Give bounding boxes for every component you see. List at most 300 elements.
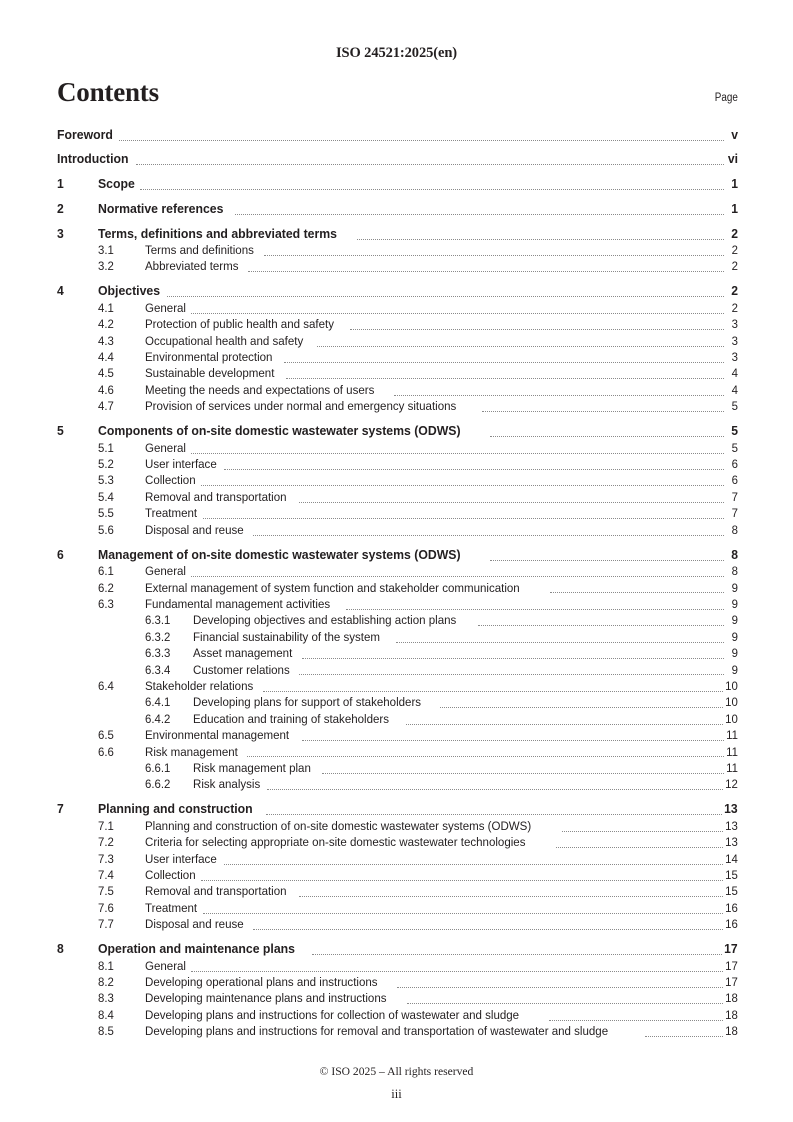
toc-entry[interactable] bbox=[57, 333, 738, 349]
toc-entry-page-number: 8 bbox=[731, 522, 738, 537]
toc-entry-page-number: 15 bbox=[725, 868, 738, 882]
toc-dot-leader bbox=[224, 469, 724, 470]
toc-entry-page-number: 17 bbox=[724, 941, 738, 957]
contents-title-row bbox=[57, 79, 738, 106]
toc-dot-leader bbox=[490, 436, 724, 437]
toc-dot-leader bbox=[167, 296, 724, 297]
toc-dot-leader bbox=[299, 502, 724, 503]
toc-entry-page-number: 10 bbox=[725, 711, 738, 726]
toc-entry-label: Environmental management bbox=[145, 728, 290, 743]
toc-entry[interactable] bbox=[57, 801, 738, 817]
toc-entry-label: External management of system function and stakeholder communication bbox=[145, 580, 520, 595]
toc-entry-page-number: 6 bbox=[731, 457, 738, 472]
toc-dot-leader bbox=[357, 239, 724, 240]
toc-entry-page-number: 17 bbox=[725, 975, 738, 990]
toc-entry-page-number: 11 bbox=[726, 744, 738, 759]
toc-entry-number: 5.6 bbox=[98, 522, 114, 537]
toc-entry[interactable] bbox=[57, 382, 738, 398]
toc-dot-leader bbox=[317, 346, 724, 347]
toc-entry-number: 3.1 bbox=[98, 243, 114, 257]
toc-entry-page-number: 15 bbox=[725, 884, 738, 899]
toc-entry-body bbox=[145, 349, 738, 365]
toc-entry[interactable] bbox=[57, 678, 738, 694]
toc-entry-number: 6.4.1 bbox=[145, 695, 171, 710]
toc-dot-leader bbox=[253, 535, 724, 536]
toc-entry-label: Planning and construction of on-site domestic wastewater systems (ODWS) bbox=[145, 818, 532, 833]
toc-entry-body bbox=[145, 316, 738, 332]
toc-entry-label: Asset management bbox=[193, 646, 293, 661]
toc-entry[interactable] bbox=[57, 694, 738, 710]
toc-entry-label: Foreword bbox=[57, 127, 113, 142]
toc-entry-body bbox=[193, 629, 738, 645]
toc-entry[interactable] bbox=[57, 349, 738, 365]
toc-entry[interactable] bbox=[57, 916, 738, 932]
toc-entry-label: Developing objectives and establishing action plans bbox=[193, 613, 457, 628]
toc-entry-number: 3 bbox=[57, 225, 64, 241]
toc-entry-page-number: 16 bbox=[725, 900, 738, 915]
toc-entry-number: 1 bbox=[57, 175, 64, 191]
toc-entry[interactable] bbox=[57, 645, 738, 661]
toc-entry[interactable] bbox=[57, 505, 738, 521]
toc-entry-label: Removal and transportation bbox=[145, 884, 287, 899]
toc-entry[interactable] bbox=[57, 283, 738, 299]
toc-entry[interactable] bbox=[57, 201, 738, 217]
toc-entry[interactable] bbox=[57, 563, 738, 579]
toc-entry-number: 6.3.3 bbox=[145, 646, 171, 661]
toc-entry-page-number: 8 bbox=[731, 546, 738, 562]
toc-entry[interactable] bbox=[57, 883, 738, 899]
toc-entry-body bbox=[145, 522, 738, 538]
toc-entry-page-number: 12 bbox=[725, 777, 738, 792]
toc-entry-number: 6.1 bbox=[98, 564, 114, 579]
toc-entry-label: Provision of services under normal and emergency situations bbox=[145, 399, 457, 414]
toc-dot-leader bbox=[286, 378, 724, 379]
toc-entry-number: 6.3.1 bbox=[145, 613, 171, 628]
toc-entry-number: 5.5 bbox=[98, 506, 114, 521]
toc-entry-page-number: 2 bbox=[731, 259, 738, 274]
toc-entry-label: Developing plans and instructions for collection of wastewater and sludge bbox=[145, 1007, 520, 1022]
toc-entry[interactable] bbox=[57, 226, 738, 242]
toc-dot-leader bbox=[440, 707, 723, 708]
toc-entry-number: 7.7 bbox=[98, 917, 114, 932]
toc-entry-body bbox=[145, 596, 738, 612]
toc-dot-leader bbox=[191, 313, 724, 314]
toc-dot-leader bbox=[478, 625, 724, 626]
footer-copyright: © ISO 2025 – All rights reserved bbox=[319, 1065, 474, 1078]
running-header: ISO 24521:2025(en) bbox=[335, 45, 458, 61]
toc-dot-leader bbox=[203, 518, 724, 519]
toc-entry-number: 4.6 bbox=[98, 382, 114, 397]
toc-entry[interactable] bbox=[57, 744, 738, 760]
toc-entry[interactable] bbox=[57, 242, 738, 258]
toc-entry-body bbox=[57, 127, 738, 143]
toc-entry-page-number: 5 bbox=[731, 399, 738, 414]
toc-entry-page-number: 3 bbox=[731, 317, 738, 332]
toc-entry-number: 6.3.4 bbox=[145, 662, 171, 677]
toc-entry-body bbox=[145, 398, 738, 414]
toc-entry-page-number: 14 bbox=[725, 851, 738, 866]
toc-entry-number: 7 bbox=[57, 801, 64, 817]
toc-entry-body bbox=[98, 423, 738, 439]
toc-dot-leader bbox=[556, 847, 723, 848]
toc-entry[interactable] bbox=[57, 612, 738, 628]
toc-entry-body bbox=[193, 776, 738, 792]
toc-entry-label: Collection bbox=[145, 868, 196, 882]
toc-entry[interactable] bbox=[57, 760, 738, 776]
toc-dot-leader bbox=[482, 411, 724, 412]
toc-entry[interactable] bbox=[57, 440, 738, 456]
toc-entry-body bbox=[98, 176, 738, 192]
toc-entry-body bbox=[145, 1023, 738, 1039]
toc-entry-label: Education and training of stakeholders bbox=[193, 711, 390, 726]
toc-entry[interactable] bbox=[57, 398, 738, 414]
toc-dot-leader bbox=[312, 954, 723, 955]
toc-entry-label: Stakeholder relations bbox=[145, 678, 254, 693]
toc-entry-body bbox=[145, 883, 738, 899]
toc-entry[interactable] bbox=[57, 1023, 738, 1039]
toc-entry-number: 4.4 bbox=[98, 350, 114, 365]
toc-dot-leader bbox=[235, 214, 724, 215]
toc-entry-number: 3.2 bbox=[98, 259, 114, 274]
toc-entry-label: Risk analysis bbox=[193, 777, 261, 792]
toc-entry-label: Developing maintenance plans and instructions bbox=[145, 991, 387, 1006]
toc-entry-label: Risk management plan bbox=[193, 760, 311, 775]
toc-entry-page-number: 2 bbox=[731, 225, 738, 241]
toc-entry[interactable] bbox=[57, 958, 738, 974]
toc-entry-body bbox=[145, 974, 738, 990]
toc-entry-page-number: 18 bbox=[725, 1024, 738, 1039]
toc-entry-number: 8.4 bbox=[98, 1007, 114, 1022]
toc-dot-leader bbox=[397, 987, 723, 988]
toc-entry-number: 7.6 bbox=[98, 900, 114, 915]
toc-entry[interactable] bbox=[57, 365, 738, 381]
toc-entry-label: Treatment bbox=[145, 900, 198, 915]
toc-entry-number: 6.6 bbox=[98, 744, 114, 759]
toc-entry-number: 4.5 bbox=[98, 366, 114, 381]
toc-dot-leader bbox=[253, 929, 723, 930]
toc-dot-leader bbox=[396, 642, 724, 643]
toc-entry-body bbox=[145, 563, 738, 579]
toc-entry-body bbox=[145, 440, 738, 456]
toc-entry[interactable] bbox=[57, 727, 738, 743]
toc-entry-number: 2 bbox=[57, 200, 64, 216]
toc-entry-number: 7.2 bbox=[98, 835, 114, 850]
toc-dot-leader bbox=[407, 1003, 724, 1004]
toc-entry-label: General bbox=[145, 958, 187, 973]
toc-dot-leader bbox=[645, 1036, 723, 1037]
toc-dot-leader bbox=[201, 485, 724, 486]
toc-dot-leader bbox=[350, 329, 724, 330]
toc-entry[interactable] bbox=[57, 580, 738, 596]
toc-dot-leader bbox=[299, 674, 724, 675]
toc-entry-page-number: 11 bbox=[726, 760, 738, 775]
toc-entry-number: 8.3 bbox=[98, 991, 114, 1006]
toc-dot-leader bbox=[299, 896, 723, 897]
toc-dot-leader bbox=[140, 189, 724, 190]
toc-entry-body bbox=[145, 851, 738, 867]
toc-dot-leader bbox=[191, 576, 724, 577]
toc-entry-body bbox=[145, 916, 738, 932]
toc-entry-body bbox=[193, 612, 738, 628]
toc-dot-leader bbox=[248, 271, 724, 272]
toc-dot-leader bbox=[263, 691, 723, 692]
toc-entry-page-number: 6 bbox=[731, 473, 738, 488]
toc-entry[interactable] bbox=[57, 941, 738, 957]
toc-entry-label: Collection bbox=[145, 473, 196, 488]
toc-entry-number: 8.5 bbox=[98, 1024, 114, 1039]
toc-entry-page-number: vi bbox=[727, 150, 738, 166]
toc-dot-leader bbox=[266, 814, 722, 815]
toc-entry-label: Terms, definitions and abbreviated terms bbox=[98, 225, 337, 241]
toc-entry-label: Criteria for selecting appropriate on-site domestic wastewater technologies bbox=[145, 835, 526, 850]
toc-entry-body bbox=[98, 941, 738, 957]
toc-entry[interactable] bbox=[57, 456, 738, 472]
toc-entry-body bbox=[145, 818, 738, 834]
toc-entry-body bbox=[145, 1007, 738, 1023]
toc-entry-number: 6.4.2 bbox=[145, 711, 171, 726]
toc-entry-page-number: 5 bbox=[731, 423, 738, 439]
toc-entry[interactable] bbox=[57, 423, 738, 439]
toc-entry-label: Meeting the needs and expectations of users bbox=[145, 382, 375, 397]
toc-entry-body bbox=[145, 242, 738, 258]
toc-entry[interactable] bbox=[57, 1007, 738, 1023]
toc-entry-page-number: 13 bbox=[725, 818, 738, 833]
toc-entry-label: Customer relations bbox=[193, 662, 290, 677]
toc-entry[interactable] bbox=[57, 851, 738, 867]
toc-entry-page-number: 18 bbox=[725, 991, 738, 1006]
toc-entry-label: User interface bbox=[145, 851, 217, 866]
toc-entry-number: 7.3 bbox=[98, 851, 114, 866]
toc-entry-label: Fundamental management activities bbox=[145, 596, 331, 611]
toc-entry-label: Introduction bbox=[57, 150, 129, 166]
toc-entry-number: 6.6.2 bbox=[145, 777, 171, 792]
toc-dot-leader bbox=[267, 789, 723, 790]
toc-entry-number: 8.2 bbox=[98, 975, 114, 990]
toc-entry-label: Occupational health and safety bbox=[145, 333, 304, 348]
toc-entry-number: 6.3.2 bbox=[145, 629, 171, 644]
toc-entry[interactable] bbox=[57, 472, 738, 488]
toc-entry-label: Disposal and reuse bbox=[145, 917, 244, 932]
toc-entry-number: 6.2 bbox=[98, 580, 114, 595]
toc-entry[interactable] bbox=[57, 127, 738, 143]
toc-dot-leader bbox=[302, 658, 724, 659]
toc-dot-leader bbox=[119, 140, 724, 141]
toc-entry-body bbox=[98, 226, 738, 242]
toc-entry-body bbox=[145, 834, 738, 850]
toc-entry-body bbox=[145, 744, 738, 760]
toc-dot-leader bbox=[322, 773, 724, 774]
toc-dot-leader bbox=[302, 740, 724, 741]
toc-entry-label: Treatment bbox=[145, 506, 198, 521]
toc-entry[interactable] bbox=[57, 900, 738, 916]
toc-entry[interactable] bbox=[57, 629, 738, 645]
toc-entry[interactable] bbox=[57, 547, 738, 563]
toc-entry-number: 7.5 bbox=[98, 884, 114, 899]
toc-entry-body bbox=[145, 382, 738, 398]
toc-entry-page-number: 9 bbox=[731, 613, 738, 628]
toc-entry[interactable] bbox=[57, 300, 738, 316]
table-of-contents bbox=[57, 127, 738, 1040]
toc-entry-label: Developing plans and instructions for removal and transportation of wastewater and sludge bbox=[145, 1024, 609, 1039]
toc-entry-page-number: 4 bbox=[731, 366, 738, 381]
toc-dot-leader bbox=[549, 1020, 723, 1021]
toc-dot-leader bbox=[346, 609, 724, 610]
toc-entry-page-number: 1 bbox=[731, 175, 738, 191]
toc-entry-label: General bbox=[145, 440, 187, 455]
toc-entry[interactable] bbox=[57, 522, 738, 538]
toc-entry-page-number: 5 bbox=[731, 440, 738, 455]
toc-dot-leader bbox=[406, 724, 723, 725]
toc-entry-number: 7.1 bbox=[98, 818, 114, 833]
toc-entry-page-number: 17 bbox=[725, 958, 738, 973]
toc-entry[interactable] bbox=[57, 258, 738, 274]
toc-entry[interactable] bbox=[57, 176, 738, 192]
toc-entry[interactable] bbox=[57, 974, 738, 990]
toc-entry-body bbox=[145, 900, 738, 916]
toc-entry-body bbox=[145, 505, 738, 521]
toc-entry-label: General bbox=[145, 564, 187, 579]
toc-entry-body bbox=[145, 958, 738, 974]
toc-entry-page-number: 2 bbox=[731, 243, 738, 257]
toc-entry-label: Disposal and reuse bbox=[145, 522, 244, 537]
toc-entry-body bbox=[145, 258, 738, 274]
toc-entry-label: Normative references bbox=[98, 200, 224, 216]
toc-entry-number: 4.7 bbox=[98, 399, 114, 414]
toc-entry-body bbox=[145, 867, 738, 883]
toc-entry-number: 5.4 bbox=[98, 489, 114, 504]
toc-dot-leader bbox=[203, 913, 723, 914]
toc-dot-leader bbox=[284, 362, 724, 363]
toc-entry-body bbox=[145, 727, 738, 743]
toc-entry-body bbox=[145, 365, 738, 381]
toc-entry-number: 4 bbox=[57, 283, 64, 299]
page-column-label: Page bbox=[714, 92, 738, 104]
toc-entry-page-number: 11 bbox=[726, 728, 738, 743]
toc-entry-label: Scope bbox=[98, 175, 135, 191]
toc-dot-leader bbox=[264, 255, 724, 256]
toc-entry[interactable] bbox=[57, 316, 738, 332]
toc-entry-label: Terms and definitions bbox=[145, 243, 254, 257]
toc-entry-number: 6.4 bbox=[98, 678, 114, 693]
toc-entry-number: 4.3 bbox=[98, 333, 114, 348]
toc-entry-number: 5.1 bbox=[98, 440, 114, 455]
toc-entry-number: 6.5 bbox=[98, 728, 114, 743]
toc-entry-page-number: 2 bbox=[731, 283, 738, 299]
toc-entry-body bbox=[193, 645, 738, 661]
toc-entry-number: 8.1 bbox=[98, 958, 114, 973]
toc-entry-number: 5 bbox=[57, 423, 64, 439]
toc-entry-page-number: 4 bbox=[731, 382, 738, 397]
toc-entry-page-number: 16 bbox=[725, 917, 738, 932]
toc-entry-label: Environmental protection bbox=[145, 350, 273, 365]
toc-entry[interactable] bbox=[57, 818, 738, 834]
toc-entry-label: General bbox=[145, 300, 187, 315]
toc-entry-page-number: 9 bbox=[731, 596, 738, 611]
toc-entry[interactable] bbox=[57, 489, 738, 505]
toc-entry-label: Planning and construction bbox=[98, 801, 253, 817]
toc-entry-label: Risk management bbox=[145, 744, 238, 759]
toc-entry-body bbox=[193, 711, 738, 727]
toc-entry[interactable] bbox=[57, 711, 738, 727]
toc-entry-body bbox=[98, 201, 738, 217]
toc-entry-page-number: 9 bbox=[731, 646, 738, 661]
toc-entry-page-number: 9 bbox=[731, 629, 738, 644]
toc-entry-label: Components of on-site domestic wastewater systems (ODWS) bbox=[98, 423, 461, 439]
toc-entry-body bbox=[193, 760, 738, 776]
toc-dot-leader bbox=[394, 395, 724, 396]
toc-entry-number: 7.4 bbox=[98, 868, 114, 882]
toc-entry-label: Abbreviated terms bbox=[145, 259, 239, 274]
toc-entry-page-number: 7 bbox=[731, 489, 738, 504]
toc-entry-body bbox=[145, 333, 738, 349]
toc-entry-label: Sustainable development bbox=[145, 366, 275, 381]
toc-entry[interactable] bbox=[57, 834, 738, 850]
toc-entry-page-number: 3 bbox=[731, 350, 738, 365]
toc-entry-label: Objectives bbox=[98, 283, 161, 299]
toc-entry-number: 5.2 bbox=[98, 457, 114, 472]
toc-entry-page-number: 2 bbox=[731, 300, 738, 315]
toc-entry-number: 4.1 bbox=[98, 300, 114, 315]
toc-entry-number: 8 bbox=[57, 941, 64, 957]
toc-dot-leader bbox=[224, 864, 723, 865]
toc-dot-leader bbox=[490, 560, 724, 561]
toc-entry[interactable] bbox=[57, 867, 738, 883]
toc-entry[interactable] bbox=[57, 776, 738, 792]
toc-entry-number: 4.2 bbox=[98, 317, 114, 332]
toc-entry-page-number: 9 bbox=[731, 580, 738, 595]
toc-entry-number: 6.3 bbox=[98, 596, 114, 611]
toc-entry[interactable] bbox=[57, 990, 738, 1006]
toc-entry-number: 5.3 bbox=[98, 473, 114, 488]
toc-entry-body bbox=[98, 801, 738, 817]
toc-entry-page-number: 10 bbox=[725, 678, 738, 693]
toc-entry-page-number: 1 bbox=[731, 200, 738, 216]
toc-entry-body bbox=[193, 694, 738, 710]
toc-dot-leader bbox=[550, 592, 724, 593]
toc-entry-page-number: 7 bbox=[731, 506, 738, 521]
toc-entry[interactable] bbox=[57, 151, 738, 167]
toc-entry-body bbox=[57, 151, 738, 167]
toc-entry-label: Operation and maintenance plans bbox=[98, 941, 295, 957]
toc-entry-body bbox=[145, 489, 738, 505]
toc-entry-number: 6 bbox=[57, 546, 64, 562]
toc-entry[interactable] bbox=[57, 596, 738, 612]
toc-entry-body bbox=[145, 678, 738, 694]
toc-entry-label: Developing operational plans and instructions bbox=[145, 975, 378, 990]
toc-entry-page-number: 9 bbox=[731, 662, 738, 677]
toc-entry-body bbox=[145, 300, 738, 316]
toc-dot-leader bbox=[136, 164, 724, 165]
page-folio: iii bbox=[391, 1087, 402, 1101]
toc-entry-label: Protection of public health and safety bbox=[145, 317, 334, 332]
toc-entry-page-number: 13 bbox=[724, 801, 738, 817]
page-title: Contents bbox=[57, 77, 159, 107]
toc-entry-body bbox=[145, 472, 738, 488]
toc-dot-leader bbox=[562, 831, 723, 832]
toc-entry-label: Management of on-site domestic wastewater systems (ODWS) bbox=[98, 546, 461, 562]
toc-entry-body bbox=[145, 580, 738, 596]
toc-entry-body bbox=[98, 283, 738, 299]
toc-dot-leader bbox=[191, 453, 724, 454]
toc-entry-label: Removal and transportation bbox=[145, 489, 287, 504]
toc-entry-body bbox=[98, 547, 738, 563]
toc-dot-leader bbox=[201, 880, 723, 881]
toc-entry-number: 6.6.1 bbox=[145, 760, 171, 775]
toc-entry-page-number: 13 bbox=[725, 835, 738, 850]
toc-entry-body bbox=[145, 456, 738, 472]
toc-entry-page-number: v bbox=[731, 127, 738, 142]
toc-entry[interactable] bbox=[57, 662, 738, 678]
